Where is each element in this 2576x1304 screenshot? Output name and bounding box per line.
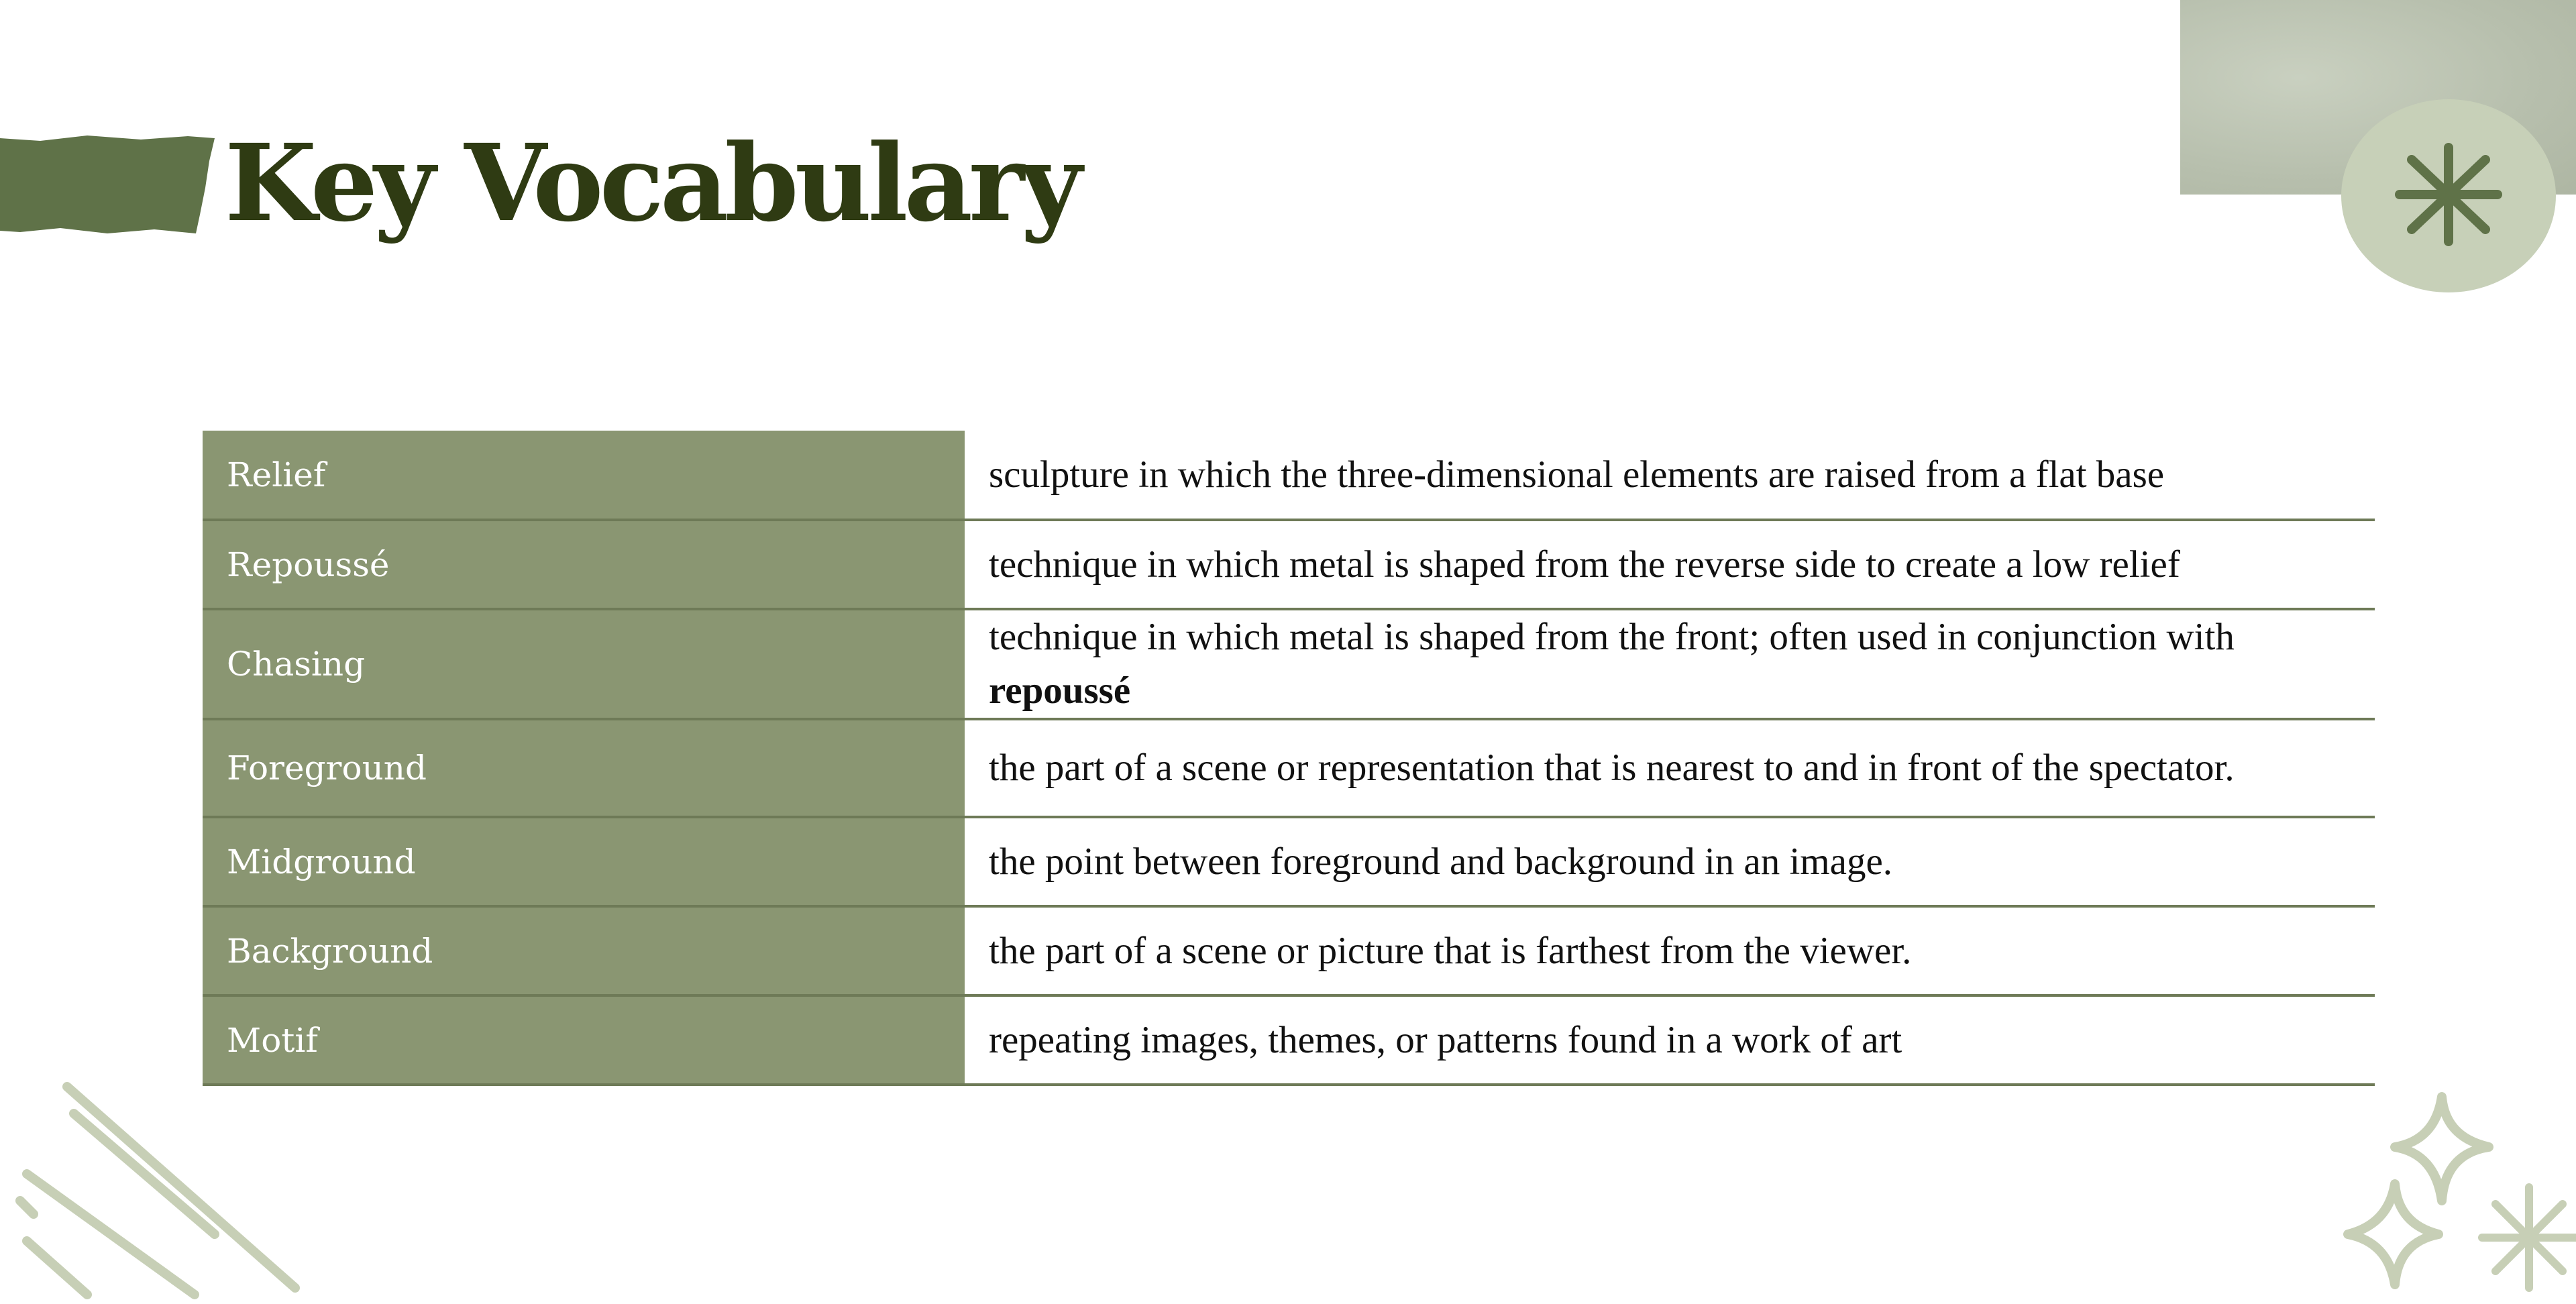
asterisk-icon <box>2392 141 2506 248</box>
vocab-definition: technique in which metal is shaped from the reverse side to create a low relief <box>965 520 2375 609</box>
vocab-definition-text: technique in which metal is shaped from the front; often used in conjunction with <box>989 616 2235 658</box>
table-row <box>203 719 2375 817</box>
vocab-definition-emphasis: repoussé <box>989 669 1131 712</box>
vocab-definition <box>965 609 2375 719</box>
table-row <box>203 520 2375 609</box>
vocab-term: Midground <box>203 817 965 906</box>
table-row <box>203 609 2375 719</box>
table-row <box>203 431 2375 520</box>
diagonal-lines-decoration <box>13 1073 309 1301</box>
vocab-definition: the part of a scene or picture that is farthest from the viewer. <box>965 906 2375 995</box>
vocab-term: Chasing <box>203 609 965 719</box>
vocab-definition: sculpture in which the three-dimensional elements are raised from a flat base <box>965 431 2375 520</box>
vocab-term: Repoussé <box>203 520 965 609</box>
table-row <box>203 995 2375 1085</box>
vocabulary-table <box>203 431 2375 1086</box>
vocab-term: Foreground <box>203 719 965 817</box>
vocab-term: Background <box>203 906 965 995</box>
vocab-definition: the part of a scene or representation that is nearest to and in front of the spectator. <box>965 719 2375 817</box>
vocab-definition: repeating images, themes, or patterns found in a work of art <box>965 995 2375 1085</box>
vocab-term: Motif <box>203 995 965 1085</box>
vocab-term: Relief <box>203 431 965 520</box>
table-row <box>203 817 2375 906</box>
title-brush-stroke <box>0 134 221 235</box>
table-row <box>203 906 2375 995</box>
sparkle-icon <box>2328 1087 2576 1295</box>
page-title: Key Vocabulary <box>225 121 1079 246</box>
vocab-definition: the point between foreground and background in an image. <box>965 817 2375 906</box>
